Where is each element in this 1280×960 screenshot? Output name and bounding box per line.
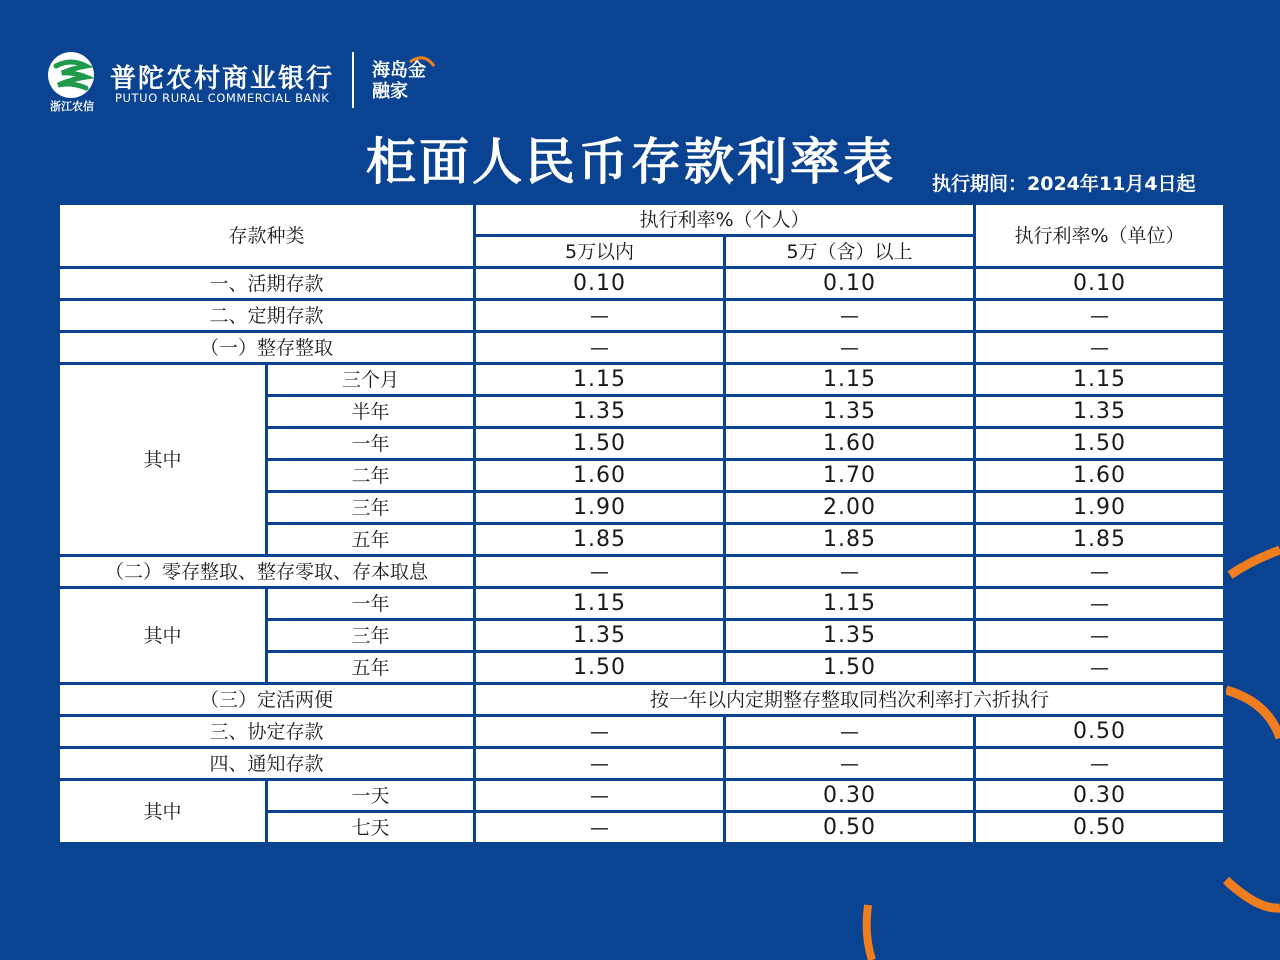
rate-cell: — (475, 556, 725, 588)
rate-cell: 1.35 (725, 396, 975, 428)
row-label: （三）定活两便 (59, 684, 475, 716)
rate-cell: 1.50 (725, 652, 975, 684)
group-label: 其中 (59, 780, 267, 844)
term-label: 一年 (267, 588, 475, 620)
term-label: 七天 (267, 812, 475, 844)
rate-cell: — (475, 716, 725, 748)
table-row (59, 684, 1225, 716)
rate-cell: 1.35 (725, 620, 975, 652)
rate-cell: — (725, 748, 975, 780)
rate-cell: 0.30 (725, 780, 975, 812)
group-label: 其中 (59, 364, 267, 556)
term-label: 三年 (267, 620, 475, 652)
rate-cell: 0.10 (725, 268, 975, 300)
rate-cell: 1.85 (975, 524, 1225, 556)
table-row (59, 780, 1225, 812)
row-label: 四、通知存款 (59, 748, 475, 780)
table-row (59, 588, 1225, 620)
rate-cell: — (725, 556, 975, 588)
rate-cell: 1.85 (475, 524, 725, 556)
rate-cell: 1.15 (475, 364, 725, 396)
rate-cell: — (975, 588, 1225, 620)
group-label: 其中 (59, 588, 267, 684)
note-cell: 按一年以内定期整存整取同档次利率打六折执行 (475, 684, 1225, 716)
page-title: 柜面人民币存款利率表 (366, 133, 896, 191)
table-row (59, 300, 1225, 332)
rate-cell: 0.30 (975, 780, 1225, 812)
rate-cell: — (725, 332, 975, 364)
rate-cell: 1.15 (725, 364, 975, 396)
rate-cell: 1.50 (975, 428, 1225, 460)
term-label: 半年 (267, 396, 475, 428)
rate-cell: 1.15 (975, 364, 1225, 396)
table-row (59, 556, 1225, 588)
rate-cell: — (475, 332, 725, 364)
table-row (59, 364, 1225, 396)
term-label: 一天 (267, 780, 475, 812)
rate-table (57, 202, 1226, 845)
sub-brand-logo: 海岛金融家 (372, 60, 426, 102)
rate-cell: 1.60 (725, 428, 975, 460)
rate-cell: — (975, 332, 1225, 364)
rate-cell: 1.60 (475, 460, 725, 492)
rate-cell: — (725, 300, 975, 332)
row-label: 一、活期存款 (59, 268, 475, 300)
rate-cell: 0.50 (975, 716, 1225, 748)
rate-cell: — (475, 780, 725, 812)
rate-cell: 1.85 (725, 524, 975, 556)
header-within-50k: 5万以内 (475, 236, 725, 268)
table-row (59, 268, 1225, 300)
rate-cell: 0.50 (975, 812, 1225, 844)
term-label: 三个月 (267, 364, 475, 396)
header-above-50k: 5万（含）以上 (725, 236, 975, 268)
rate-cell: 1.35 (975, 396, 1225, 428)
term-label: 一年 (267, 428, 475, 460)
row-label: （一）整存整取 (59, 332, 475, 364)
header-personal-rate: 执行利率%（个人） (475, 204, 975, 236)
rate-cell: 1.90 (975, 492, 1225, 524)
row-label: 三、协定存款 (59, 716, 475, 748)
bank-name-cn: 普陀农村商业银行 (110, 64, 335, 94)
table-row (59, 716, 1225, 748)
rate-cell: 1.35 (475, 620, 725, 652)
rate-cell: 1.50 (475, 652, 725, 684)
term-label: 三年 (267, 492, 475, 524)
rate-cell: 1.70 (725, 460, 975, 492)
bank-logo-icon (48, 52, 94, 98)
header-unit-rate: 执行利率%（单位） (975, 204, 1225, 268)
term-label: 五年 (267, 652, 475, 684)
rate-cell: 1.90 (475, 492, 725, 524)
rate-cell: 0.10 (975, 268, 1225, 300)
header-deposit-type: 存款种类 (59, 204, 475, 268)
row-label: 二、定期存款 (59, 300, 475, 332)
term-label: 五年 (267, 524, 475, 556)
rate-cell: — (475, 812, 725, 844)
bank-name-en: PUTUO RURAL COMMERCIAL BANK (115, 91, 330, 105)
rate-cell: — (975, 620, 1225, 652)
sub-brand-arc-icon (404, 52, 438, 86)
rate-cell: 0.10 (475, 268, 725, 300)
row-label: （二）零存整取、整存零取、存本取息 (59, 556, 475, 588)
rate-cell: 0.50 (725, 812, 975, 844)
rate-cell: — (975, 748, 1225, 780)
header-divider (352, 52, 354, 108)
rate-cell: 1.60 (975, 460, 1225, 492)
table-header-row (59, 204, 1225, 236)
rate-cell: — (725, 716, 975, 748)
table-row (59, 332, 1225, 364)
rate-cell: — (475, 300, 725, 332)
rate-cell: — (975, 652, 1225, 684)
rate-cell: 2.00 (725, 492, 975, 524)
rate-cell: 1.35 (475, 396, 725, 428)
rate-cell: — (975, 556, 1225, 588)
effective-period: 执行期间：2024年11月4日起 (932, 173, 1196, 195)
rate-cell: 1.15 (725, 588, 975, 620)
table-row (59, 748, 1225, 780)
rate-cell: — (975, 300, 1225, 332)
rate-cell: — (475, 748, 725, 780)
rate-cell: 1.50 (475, 428, 725, 460)
rate-cell: 1.15 (475, 588, 725, 620)
term-label: 二年 (267, 460, 475, 492)
logo-caption: 浙江农信 (50, 100, 94, 113)
